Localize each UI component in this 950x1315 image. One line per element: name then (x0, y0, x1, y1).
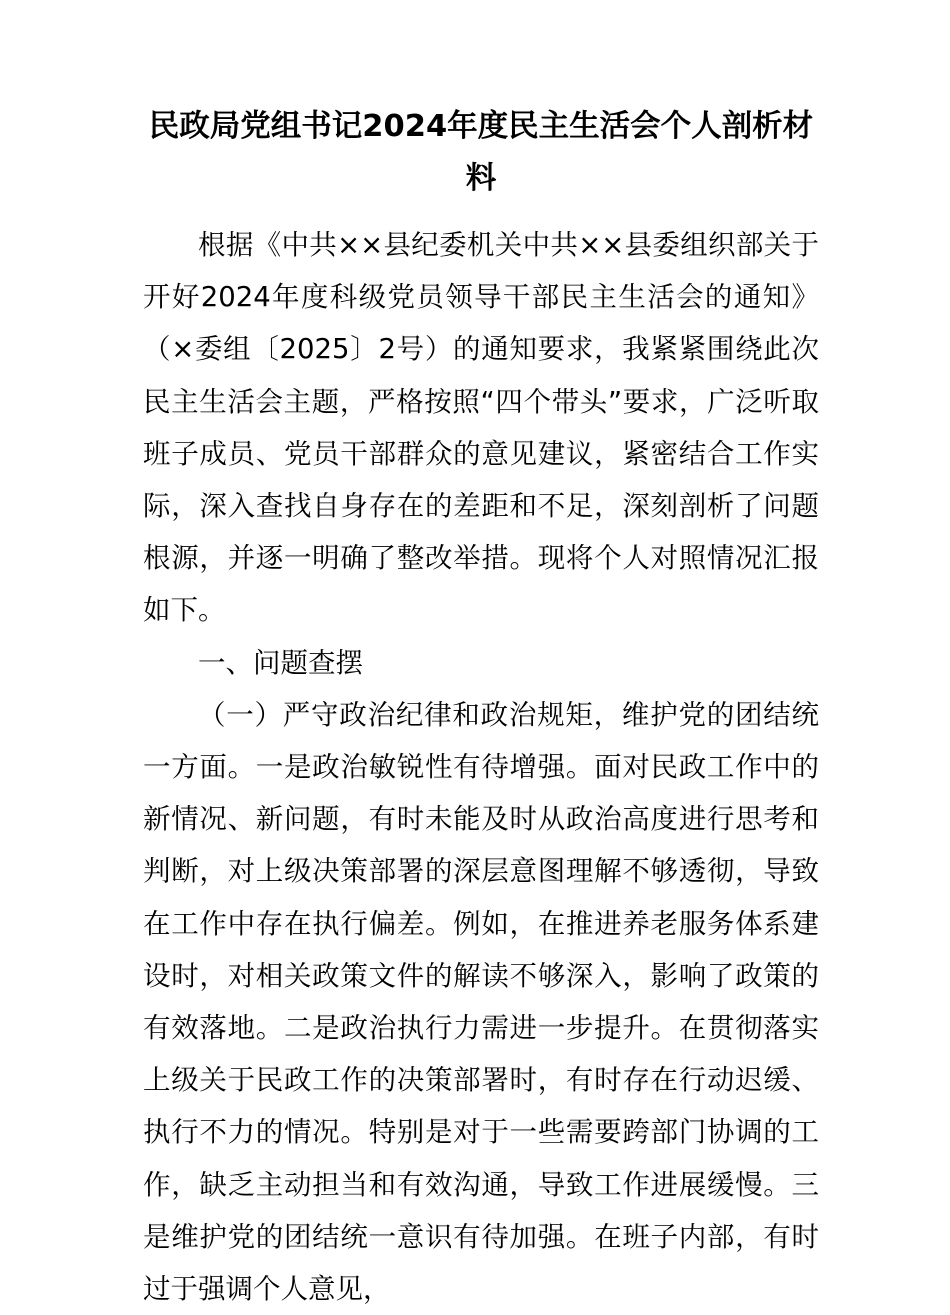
page-title: 民政局党组书记2024年度民主生活会个人剖析材料 (148, 109, 814, 196)
document-content (143, 0, 819, 1315)
section-heading-one: 一、问题查摆 (198, 646, 363, 679)
preamble-paragraph: 根据《中共××县纪委机关中共××县委组织部关于开好2024年度科级党员领导干部民主生活会的通知》（×委组〔2025〕2号）的通知要求，我紧紧围绕此次民主生活会主题，严格按照“四个带头”要求，广泛听取班子成员、党员干部群众的意见建议，紧密结合工作实际，深入查找自身存在的差距和不足，深刻剖析了问题根源，并逐一明确了整改举措。现将个人对照情况汇报如下。 (143, 229, 819, 627)
section-one-item-one-paragraph: （一）严守政治纪律和政治规矩，维护党的团结统一方面。一是政治敏锐性有待增强。面对民政工作中的新情况、新问题，有时未能及时从政治高度进行思考和判断，对上级决策部署的深层意图理解不够透彻，导致在工作中存在执行偏差。例如，在推进养老服务体系建设时，对相关政策文件的解读不够深入，影响了政策的有效落地。二是政治执行力需进一步提升。在贯彻落实上级关于民政工作的决策部署时，有时存在行动迟缓、执行不力的情况。特别是对于一些需要跨部门协调的工作，缺乏主动担当和有效沟通，导致工作进展缓慢。三是维护党的团结统一意识有待加强。在班子内部，有时过于强调个人意见， (143, 698, 819, 1306)
title-spacer (143, 205, 819, 219)
